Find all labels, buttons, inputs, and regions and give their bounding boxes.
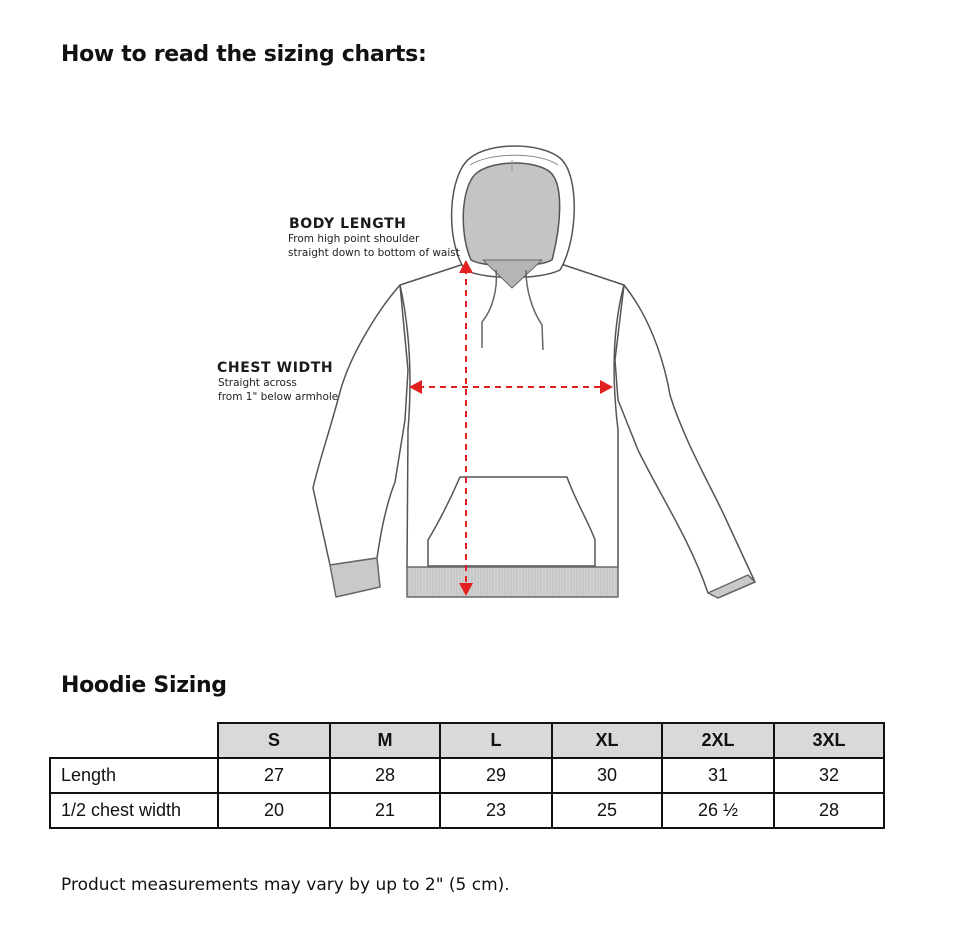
table-cell: 28 xyxy=(330,758,440,793)
size-header: 3XL xyxy=(774,723,884,758)
table-cell: 29 xyxy=(440,758,552,793)
chest-width-desc-2: from 1" below armhole xyxy=(218,391,339,403)
hood-inner xyxy=(463,163,559,266)
size-header: S xyxy=(218,723,330,758)
size-header-row xyxy=(50,723,884,758)
left-cuff xyxy=(330,558,380,597)
left-sleeve xyxy=(313,285,408,565)
table-cell: 31 xyxy=(662,758,774,793)
row-label: 1/2 chest width xyxy=(50,793,218,828)
chest-width-desc-1: Straight across xyxy=(218,377,297,389)
table-cell: 28 xyxy=(774,793,884,828)
table-cell: 32 xyxy=(774,758,884,793)
hoodie-diagram xyxy=(0,130,956,620)
body-length-label: BODY LENGTH xyxy=(289,216,407,232)
sizing-table xyxy=(49,722,885,829)
table-row xyxy=(50,793,884,828)
table-cell: 23 xyxy=(440,793,552,828)
row-label: Length xyxy=(50,758,218,793)
table-cell: 21 xyxy=(330,793,440,828)
table-cell: 30 xyxy=(552,758,662,793)
chest-width-label: CHEST WIDTH xyxy=(217,360,334,376)
table-heading: Hoodie Sizing xyxy=(61,673,227,698)
table-cell: 20 xyxy=(218,793,330,828)
table-cell: 27 xyxy=(218,758,330,793)
page-heading: How to read the sizing charts: xyxy=(61,42,427,67)
hoodie-outline xyxy=(313,146,755,598)
size-header: 2XL xyxy=(662,723,774,758)
waistband xyxy=(407,567,618,597)
table-row xyxy=(50,758,884,793)
size-header: XL xyxy=(552,723,662,758)
body-length-desc-1: From high point shoulder xyxy=(288,233,420,245)
size-header: L xyxy=(440,723,552,758)
measurement-note: Product measurements may vary by up to 2" (5 cm). xyxy=(61,875,510,895)
body-length-desc-2: straight down to bottom of waist xyxy=(288,247,460,259)
right-sleeve xyxy=(615,285,755,593)
header-corner xyxy=(50,723,218,758)
size-header: M xyxy=(330,723,440,758)
table-cell: 25 xyxy=(552,793,662,828)
table-cell: 26 ½ xyxy=(662,793,774,828)
